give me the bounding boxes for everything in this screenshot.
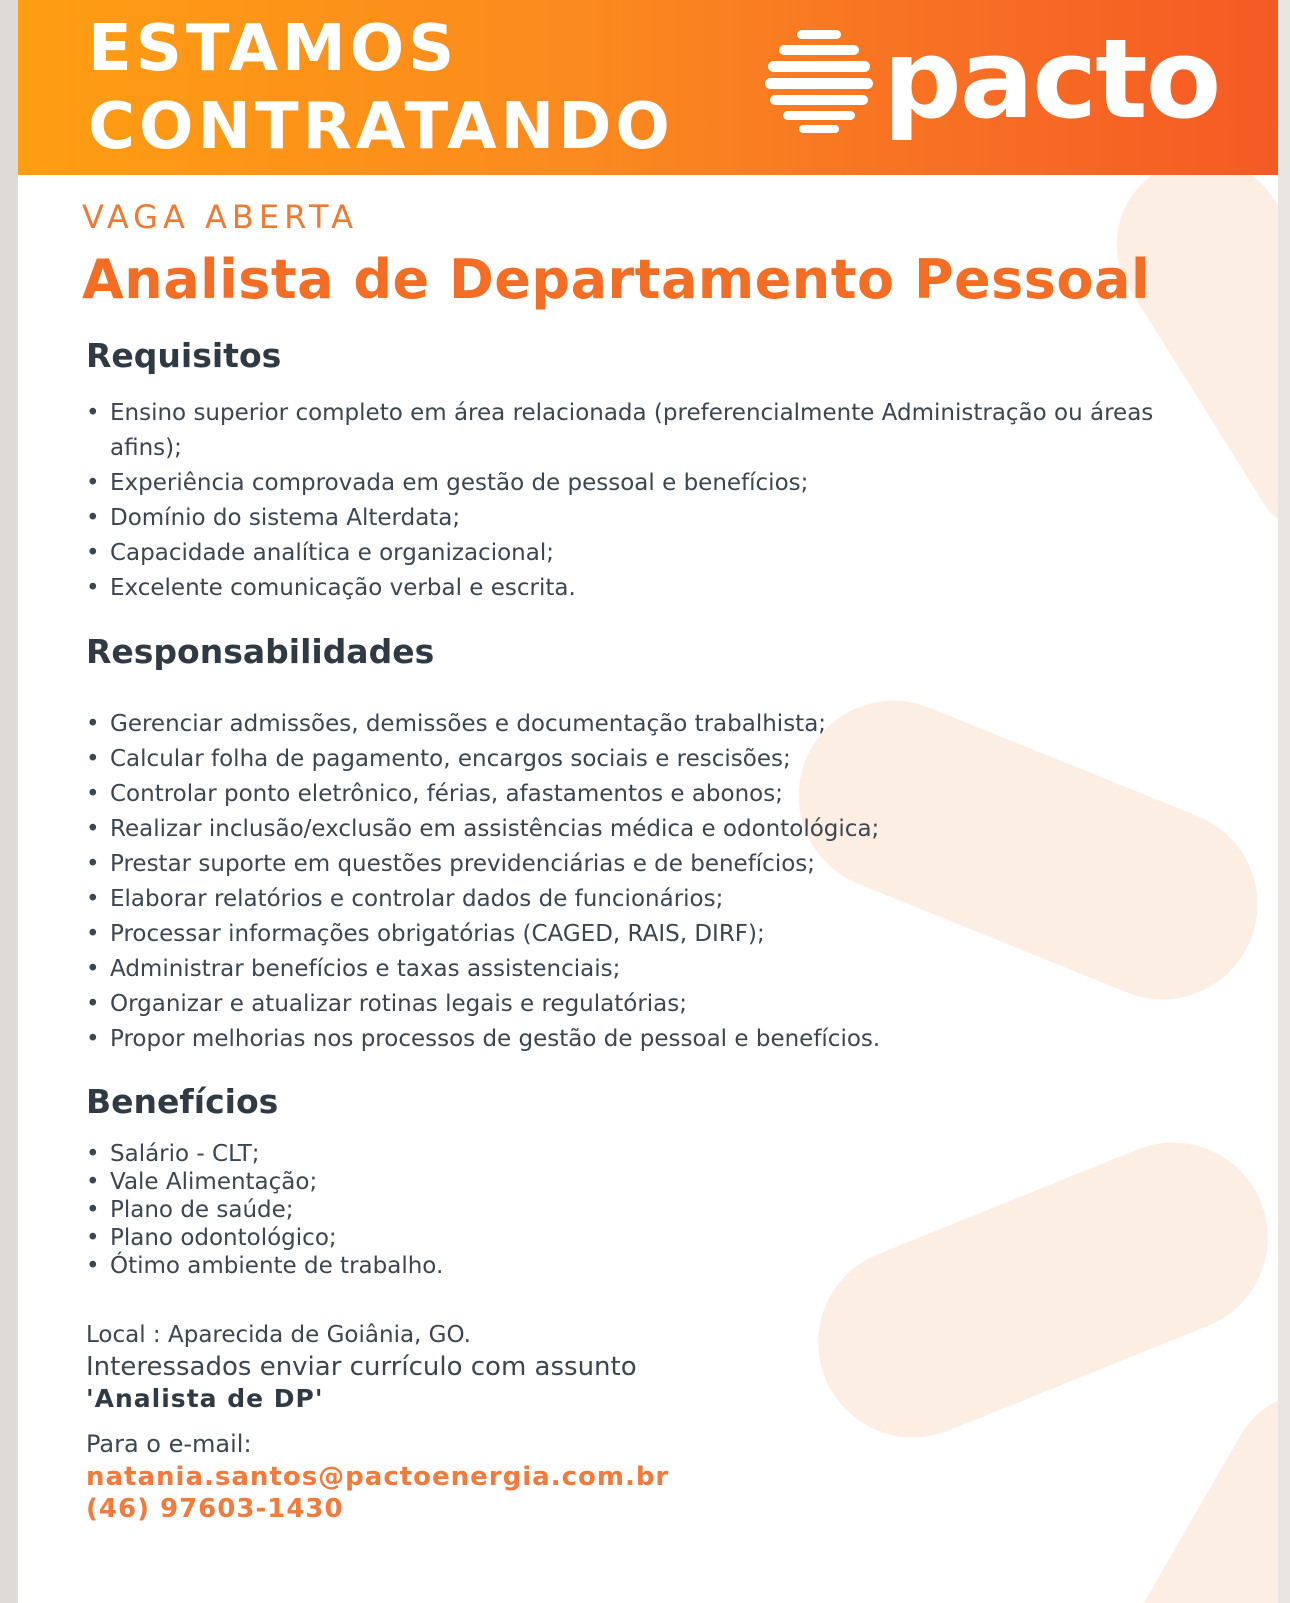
email-subject: 'Analista de DP' bbox=[86, 1384, 324, 1413]
list-item: • Calcular folha de pagamento, encargos sociais e rescisões; bbox=[86, 742, 1206, 777]
striped-sphere-icon bbox=[763, 24, 875, 136]
open-position-label: VAGA ABERTA bbox=[82, 198, 358, 236]
hiring-headline bbox=[88, 10, 674, 166]
hiring-line-2: CONTRATANDO bbox=[88, 90, 674, 164]
list-item: • Administrar benefícios e taxas assistenciais; bbox=[86, 952, 1206, 987]
benefits-list bbox=[86, 1140, 1206, 1280]
contact-email-link[interactable]: natania.santos@pactoenergia.com.br bbox=[86, 1462, 670, 1492]
benefits-heading: Benefícios bbox=[86, 1082, 279, 1121]
list-item: • Propor melhorias nos processos de gestão de pessoal e benefícios. bbox=[86, 1022, 1206, 1057]
list-item: • Vale Alimentação; bbox=[86, 1168, 1206, 1196]
hiring-line-1: ESTAMOS bbox=[88, 12, 459, 86]
requirements-list bbox=[86, 396, 1206, 606]
responsibilities-heading: Responsabilidades bbox=[86, 632, 435, 671]
list-item: • Elaborar relatórios e controlar dados de funcionários; bbox=[86, 882, 1206, 917]
job-poster bbox=[18, 0, 1278, 1603]
header-banner bbox=[18, 0, 1278, 175]
list-item: • Salário - CLT; bbox=[86, 1140, 1206, 1168]
photo-edge-left bbox=[0, 0, 18, 1603]
list-item: • Capacidade analítica e organizacional; bbox=[86, 536, 1206, 571]
list-item: • Processar informações obrigatórias (CAGED, RAIS, DIRF); bbox=[86, 917, 1206, 952]
email-label: Para o e-mail: bbox=[86, 1430, 252, 1458]
list-item: • Prestar suporte em questões previdenciárias e de benefícios; bbox=[86, 847, 1206, 882]
responsibilities-list bbox=[86, 707, 1206, 1057]
photo-edge-right bbox=[1278, 0, 1290, 1603]
application-instruction: Interessados enviar currículo com assunto bbox=[86, 1352, 637, 1382]
list-item: • Gerenciar admissões, demissões e documentação trabalhista; bbox=[86, 707, 1206, 742]
job-title: Analista de Departamento Pessoal bbox=[82, 248, 1150, 311]
list-item: • Realizar inclusão/exclusão em assistências médica e odontológica; bbox=[86, 812, 1206, 847]
list-item: • Plano de saúde; bbox=[86, 1196, 1206, 1224]
list-item: • Domínio do sistema Alterdata; bbox=[86, 501, 1206, 536]
list-item: • Controlar ponto eletrônico, férias, afastamentos e abonos; bbox=[86, 777, 1206, 812]
contact-phone[interactable]: (46) 97603-1430 bbox=[86, 1494, 344, 1524]
list-item: • Organizar e atualizar rotinas legais e regulatórias; bbox=[86, 987, 1206, 1022]
list-item: • Ensino superior completo em área relacionada (preferencialmente Administração ou áreas afins); bbox=[86, 396, 1206, 466]
list-item: • Excelente comunicação verbal e escrita. bbox=[86, 571, 1206, 606]
list-item: • Experiência comprovada em gestão de pessoal e benefícios; bbox=[86, 466, 1206, 501]
list-item: • Ótimo ambiente de trabalho. bbox=[86, 1252, 1206, 1280]
list-item: • Plano odontológico; bbox=[86, 1224, 1206, 1252]
requirements-heading: Requisitos bbox=[86, 336, 282, 375]
location-text: Local : Aparecida de Goiânia, GO. bbox=[86, 1322, 471, 1348]
pacto-logo-wordmark: pacto bbox=[883, 15, 1220, 143]
